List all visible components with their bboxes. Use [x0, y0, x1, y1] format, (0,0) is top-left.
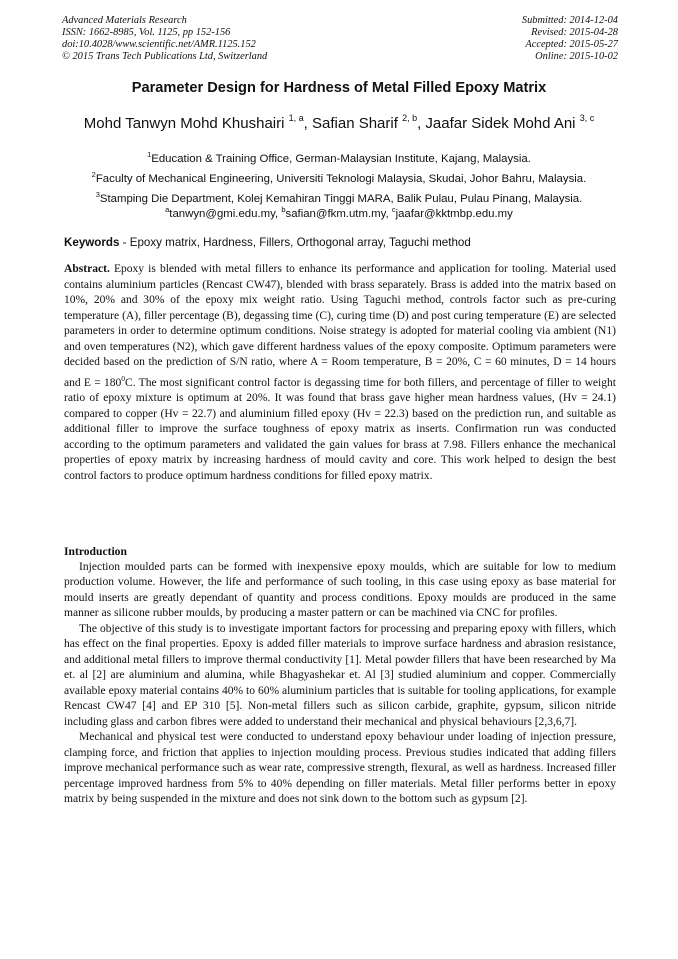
journal-doi: doi:10.4028/www.scientific.net/AMR.1125.152 — [62, 39, 256, 50]
keywords-text: - Epoxy matrix, Hardness, Fillers, Orthogonal array, Taguchi method — [119, 236, 471, 249]
affiliation-text: Stamping Die Department, Kolej Kemahiran Tinggi MARA, Balik Pulau, Pulau Pinang, Malaysia. — [99, 193, 583, 205]
affiliation-mark: 1 — [147, 150, 152, 159]
email-list — [0, 205, 678, 220]
email-separator: , — [385, 208, 392, 220]
abstract-text-cont: C. The most significant control factor is degassing time for both fillers, and percentage of filler to weight ratio of epoxy mixture is optimum at 20%. It was found that brass gave higher mean hardness values, (Hv = 24.1) compared to copper (Hv = 22.7) and aluminium filled epoxy (Hv = 22.3) based on the prediction run, and suitable as additional filler to improve the surface toughness of epoxy matrix as inserts. Confirmation run was conducted according to the optimum parameters and validated the gain values for brass at 7.98. Fillers enhance the mechanical properties of epoxy matrix by increasing hardness of mould cavity and core. This work helped to design the best control factors to produce optimum hardness conditions for filled epoxy matrix. — [64, 376, 616, 482]
section-heading: Introduction — [64, 545, 127, 558]
degree-superscript: 0 — [121, 373, 126, 383]
affiliation-text: Faculty of Mechanical Engineering, Universiti Teknologi Malaysia, Skudai, Johor Bahru, Malaysia. — [95, 173, 587, 185]
affiliation-mark: 3 — [95, 190, 100, 199]
journal-copyright: © 2015 Trans Tech Publications Ltd, Switzerland — [62, 51, 268, 62]
affiliation-mark: 2 — [91, 170, 96, 179]
email-mark: c — [391, 205, 396, 214]
date-submitted: Submitted: 2014-12-04 — [521, 15, 618, 26]
date-accepted: Accepted: 2015-05-27 — [525, 39, 618, 50]
journal-name: Advanced Materials Research — [62, 15, 187, 26]
date-online: Online: 2015-10-02 — [535, 51, 618, 62]
abstract-label: Abstract. — [64, 263, 110, 275]
affiliation — [0, 187, 678, 207]
affiliation-text: Education & Training Office, German-Malaysian Institute, Kajang, Malaysia. — [151, 153, 531, 165]
author-separator: , — [417, 115, 426, 132]
abstract — [64, 262, 616, 484]
keywords-label: Keywords — [64, 236, 120, 249]
author-list — [0, 113, 678, 132]
email-link[interactable]: safian@fkm.utm.my — [285, 208, 386, 220]
author-separator: , — [303, 115, 312, 132]
keywords — [64, 236, 616, 249]
introduction-section — [64, 544, 616, 808]
author-name: Mohd Tanwyn Mohd Khushairi — [83, 115, 285, 132]
affiliation-list — [0, 147, 678, 207]
author-affiliation-mark: 1, a — [288, 113, 304, 123]
date-revised: Revised: 2015-04-28 — [531, 27, 618, 38]
abstract-text: Epoxy is blended with metal fillers to enhance its performance and application for tooling. Material used contains aluminium particles (Rencast CW47), blended with brass separately. Brass is added into the matrix based on 10%, 20% and 30% of the epoxy mix weight ratio. Using Taguchi method, controls factor such as pre-curing temperature (A), filler percentage (B), degassing time (C), curing time (D) and post curing temperature (E) are selected parameters in order to determine optimum conditions. Noise strategy is adopted for material cooling via ambient (N1) and oven temperatures (N2), which gave different hardness values of the epoxy composite. Optimum parameters were decided based on the prediction of S/N ratio, where A = Room temperature, B = 20%, C = 60 minutes, D = 14 hours and E = 180 — [64, 263, 616, 389]
journal-info — [62, 15, 267, 63]
email-mark: b — [281, 205, 286, 214]
email-separator: , — [274, 208, 282, 220]
author-name: Safian Sharif — [312, 115, 398, 132]
publication-dates — [522, 15, 618, 63]
email-link[interactable]: jaafar@kktmbp.edu.my — [395, 208, 513, 220]
journal-issn: ISSN: 1662-8985, Vol. 1125, pp 152-156 — [62, 27, 231, 38]
paper-title: Parameter Design for Hardness of Metal Filled Epoxy Matrix — [131, 80, 547, 96]
author-affiliation-mark: 3, c — [579, 113, 595, 123]
paragraph: Injection moulded parts can be formed with inexpensive epoxy moulds, which are suitable for low to medium production volume. However, the life and performance of such tooling, in this case using epoxy as base material for mould inserts are greatly dependant of quantity and process conditions. Epoxy moulds are produced in the same manner as silicone rubber moulds, by producing a master pattern or can be machined via CNC for profiles. — [64, 560, 616, 619]
email-link[interactable]: tanwyn@gmi.edu.my — [169, 208, 275, 220]
author-name: Jaafar Sidek Mohd Ani — [425, 115, 576, 132]
affiliation — [0, 147, 678, 167]
email-mark: a — [165, 205, 170, 214]
paragraph: Mechanical and physical test were conducted to understand epoxy behaviour under loading of injection pressure, clamping force, and friction that applies to injection moulding process. Previous studies indicated that adding fillers improve mechanical performance such as wear rate, compressive strength, flexural, as well as hardness. Increased filler percentage improved hardness from 5% to 40% depending on filler materials. Metal filler performs better in epoxy matrix by being suspended in the mixture and does not sink down to the bottom such as gypsum [2]. — [64, 731, 616, 805]
author-affiliation-mark: 2, b — [402, 113, 418, 123]
affiliation — [0, 167, 678, 187]
paragraph: The objective of this study is to investigate important factors for processing and preparing epoxy with fillers, which has effect on the final properties. Epoxy is added filler materials to improve surface hardness and abrasion resistance, and additional metal fillers to improve thermal conductivity [1]. Metal powder fillers that have been researched by Ma et. al [2] are aluminium and alumina, while Bhagyashekar et. Al [3] studied aluminium and copper. Commercially available epoxy material contains 40% to 60% aluminium particles that is suitable for tooling applications, for example Rencast CW47 [4] and EP 310 [5]. Non-metal fillers such as silicon carbide, graphite, gypsum, silicon nitride including glass and carbon fibres were added to understand their mechanical and physical behaviours [2,3,6,7]. — [64, 622, 616, 728]
